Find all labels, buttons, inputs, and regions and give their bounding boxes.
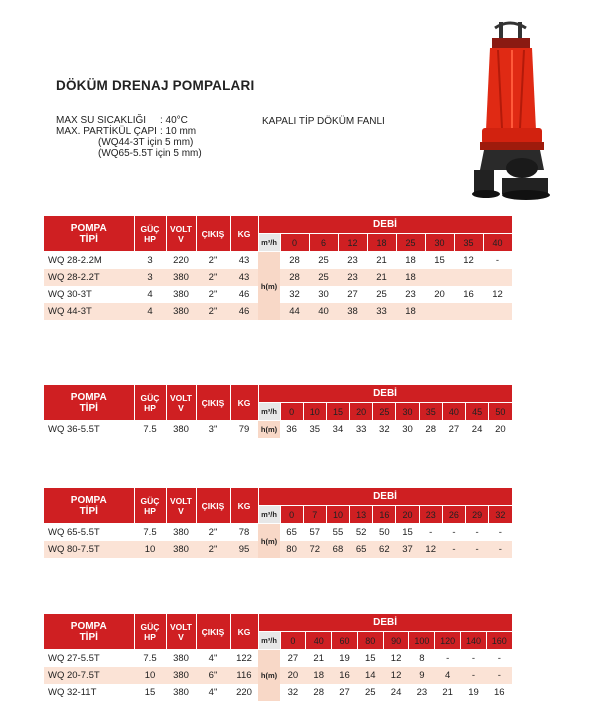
head-value — [483, 269, 512, 286]
head-value: 28 — [419, 421, 442, 439]
model-name: WQ 20-7.5T — [44, 667, 134, 684]
head-value: 23 — [338, 269, 367, 286]
particle-note-2: (WQ65-5.5T için 5 mm) — [98, 148, 202, 159]
pump-image — [462, 20, 562, 205]
volt-value: 380 — [166, 269, 196, 286]
header-guc — [134, 614, 166, 650]
model-name: WQ 28-2.2T — [44, 269, 134, 286]
head-value: 27 — [338, 286, 367, 303]
header-guc-label: GÜÇ — [140, 223, 160, 234]
head-value: 27 — [280, 650, 306, 668]
head-value: 55 — [326, 524, 349, 542]
header-tipi: TİPİ — [79, 233, 98, 245]
flow-value: 40 — [306, 632, 332, 650]
head-unit: h(m) — [258, 650, 280, 702]
head-value: 8 — [409, 650, 435, 668]
head-value: 15 — [357, 650, 383, 668]
hp-value: 4 — [134, 286, 166, 303]
flow-value: 120 — [435, 632, 461, 650]
flow-value: 12 — [338, 234, 367, 252]
max-temp-label: MAX SU SICAKLIĞI — [56, 115, 147, 126]
hp-value: 7.5 — [134, 650, 166, 668]
head-value: 65 — [350, 541, 373, 558]
flow-value: 18 — [367, 234, 396, 252]
head-value: 16 — [454, 286, 483, 303]
header-debi: DEBİ — [258, 488, 512, 506]
header-debi: DEBİ — [258, 216, 512, 234]
header-kg: KG — [230, 614, 258, 650]
kg-value: 79 — [230, 421, 258, 439]
header-guc — [134, 385, 166, 421]
header-volt — [166, 216, 196, 252]
table-row — [44, 650, 512, 668]
flow-unit: m³/h — [258, 506, 280, 524]
header-volt-label: VOLT — [169, 621, 193, 632]
head-value: 37 — [396, 541, 419, 558]
model-name: WQ 27-5.5T — [44, 650, 134, 668]
header-pompa-tipi — [44, 216, 134, 252]
head-value: 27 — [442, 421, 465, 439]
header-volt-label: VOLT — [169, 495, 193, 506]
head-value: 33 — [367, 303, 396, 320]
flow-value: 0 — [280, 403, 303, 421]
header-pompa: POMPA — [70, 494, 107, 506]
head-value: 27 — [332, 684, 358, 701]
flow-value: 90 — [383, 632, 409, 650]
head-value: 20 — [425, 286, 454, 303]
head-value — [454, 269, 483, 286]
head-value: 34 — [326, 421, 349, 439]
header-pompa: POMPA — [70, 391, 107, 403]
kg-value: 116 — [230, 667, 258, 684]
head-value: 28 — [306, 684, 332, 701]
head-value: 12 — [383, 667, 409, 684]
page-title: DÖKÜM DRENAJ POMPALARI — [56, 78, 255, 93]
header-debi: DEBİ — [258, 614, 512, 632]
kg-value: 43 — [230, 252, 258, 270]
outlet-value: 4" — [196, 650, 230, 668]
head-value: - — [461, 667, 487, 684]
header-pompa: POMPA — [70, 620, 107, 632]
head-value: 44 — [280, 303, 309, 320]
flow-value: 40 — [442, 403, 465, 421]
head-value — [483, 303, 512, 320]
header-v-label: V — [178, 631, 184, 642]
flow-value: 50 — [489, 403, 512, 421]
flow-value: 30 — [396, 403, 419, 421]
header-v-label: V — [178, 505, 184, 516]
volt-value: 380 — [166, 421, 196, 439]
kg-value: 43 — [230, 269, 258, 286]
head-value: 25 — [309, 269, 338, 286]
head-value: 18 — [396, 252, 425, 270]
header-volt — [166, 385, 196, 421]
header-tipi: TİPİ — [79, 631, 98, 643]
kg-value: 220 — [230, 684, 258, 701]
outlet-value: 2" — [196, 524, 230, 542]
max-particle-value: : 10 mm — [160, 126, 197, 137]
model-name: WQ 30-3T — [44, 286, 134, 303]
head-value: - — [486, 650, 512, 668]
head-value: 20 — [489, 421, 512, 439]
header-volt-label: VOLT — [169, 392, 193, 403]
head-value: - — [466, 541, 489, 558]
header-cikis: ÇIKIŞ — [196, 488, 230, 524]
head-value — [454, 303, 483, 320]
flow-value: 32 — [489, 506, 512, 524]
header-pompa: POMPA — [70, 222, 107, 234]
model-name: WQ 36-5.5T — [44, 421, 134, 439]
header-cikis: ÇIKIŞ — [196, 385, 230, 421]
head-value: - — [461, 650, 487, 668]
header-hp-label: HP — [144, 505, 156, 516]
hp-value: 3 — [134, 269, 166, 286]
head-value: 68 — [326, 541, 349, 558]
head-value: 20 — [280, 667, 306, 684]
hp-value: 4 — [134, 303, 166, 320]
header-guc-label: GÜÇ — [140, 392, 160, 403]
table-row — [44, 524, 512, 542]
max-temp-value: : 40°C — [160, 115, 188, 126]
head-value: 50 — [373, 524, 396, 542]
flow-value: 10 — [303, 403, 326, 421]
flow-value: 0 — [280, 632, 306, 650]
particle-note-1: (WQ44-3T için 5 mm) — [98, 137, 194, 148]
head-value: 28 — [280, 252, 309, 270]
flow-value: 15 — [326, 403, 349, 421]
table-row — [44, 252, 512, 270]
hp-value: 10 — [134, 667, 166, 684]
flow-value: 45 — [466, 403, 489, 421]
head-unit: h(m) — [258, 252, 280, 321]
head-value: 25 — [309, 252, 338, 270]
head-value: 32 — [280, 286, 309, 303]
head-value: 21 — [367, 269, 396, 286]
head-value: 38 — [338, 303, 367, 320]
volt-value: 380 — [166, 684, 196, 701]
outlet-value: 2" — [196, 252, 230, 270]
flow-value: 23 — [419, 506, 442, 524]
header-guc-label: GÜÇ — [140, 621, 160, 632]
head-value: - — [483, 252, 512, 270]
header-kg: KG — [230, 385, 258, 421]
head-value: 25 — [367, 286, 396, 303]
max-particle-label: MAX. PARTİKÜL ÇAPI — [56, 126, 157, 137]
head-value: 24 — [383, 684, 409, 701]
head-value: 23 — [409, 684, 435, 701]
header-tipi: TİPİ — [79, 402, 98, 414]
head-value: 16 — [486, 684, 512, 701]
head-value: - — [489, 524, 512, 542]
header-volt — [166, 614, 196, 650]
head-value: 21 — [435, 684, 461, 701]
header-cikis: ÇIKIŞ — [196, 216, 230, 252]
header-kg: KG — [230, 488, 258, 524]
flow-value: 140 — [461, 632, 487, 650]
head-value: - — [442, 541, 465, 558]
pump-table-1 — [44, 216, 513, 320]
head-value: 32 — [373, 421, 396, 439]
pump-table-2 — [44, 385, 513, 438]
header-hp-label: HP — [144, 402, 156, 413]
flow-value: 6 — [309, 234, 338, 252]
flow-value: 13 — [350, 506, 373, 524]
head-value: 35 — [303, 421, 326, 439]
hp-value: 7.5 — [134, 421, 166, 439]
head-value: 72 — [303, 541, 326, 558]
head-value: 4 — [435, 667, 461, 684]
head-value: 30 — [309, 286, 338, 303]
kg-value: 122 — [230, 650, 258, 668]
flow-value: 80 — [357, 632, 383, 650]
model-name: WQ 44-3T — [44, 303, 134, 320]
head-value: 21 — [367, 252, 396, 270]
flow-value: 25 — [373, 403, 396, 421]
pump-table-3 — [44, 488, 513, 558]
head-value: 18 — [306, 667, 332, 684]
header-guc — [134, 216, 166, 252]
head-value: - — [435, 650, 461, 668]
flow-value: 40 — [483, 234, 512, 252]
kg-value: 78 — [230, 524, 258, 542]
flow-value: 16 — [373, 506, 396, 524]
head-value — [425, 269, 454, 286]
head-value: - — [419, 524, 442, 542]
volt-value: 380 — [166, 541, 196, 558]
head-value: 12 — [383, 650, 409, 668]
head-value: 21 — [306, 650, 332, 668]
outlet-value: 4" — [196, 684, 230, 701]
flow-value: 26 — [442, 506, 465, 524]
header-pompa-tipi — [44, 385, 134, 421]
header-guc — [134, 488, 166, 524]
outlet-value: 2" — [196, 303, 230, 320]
flow-value: 20 — [350, 403, 373, 421]
head-value: 12 — [454, 252, 483, 270]
header-pompa-tipi — [44, 488, 134, 524]
header-pompa-tipi — [44, 614, 134, 650]
head-value: 19 — [461, 684, 487, 701]
flow-value: 10 — [326, 506, 349, 524]
flow-value: 160 — [486, 632, 512, 650]
header-cikis: ÇIKIŞ — [196, 614, 230, 650]
head-value: 15 — [396, 524, 419, 542]
kg-value: 46 — [230, 286, 258, 303]
head-value: - — [442, 524, 465, 542]
header-v-label: V — [178, 233, 184, 244]
volt-value: 380 — [166, 286, 196, 303]
header-volt — [166, 488, 196, 524]
volt-value: 380 — [166, 524, 196, 542]
model-name: WQ 80-7.5T — [44, 541, 134, 558]
hp-value: 7.5 — [134, 524, 166, 542]
specifications — [56, 115, 202, 159]
head-value: 33 — [350, 421, 373, 439]
head-unit: h(m) — [258, 524, 280, 559]
head-value: 36 — [280, 421, 303, 439]
head-value: 16 — [332, 667, 358, 684]
volt-value: 380 — [166, 650, 196, 668]
flow-value: 100 — [409, 632, 435, 650]
volt-value: 220 — [166, 252, 196, 270]
hp-value: 15 — [134, 684, 166, 701]
header-kg: KG — [230, 216, 258, 252]
head-value: 23 — [396, 286, 425, 303]
head-value: 25 — [357, 684, 383, 701]
head-value: - — [489, 541, 512, 558]
head-value: 57 — [303, 524, 326, 542]
head-value: 65 — [280, 524, 303, 542]
model-name: WQ 65-5.5T — [44, 524, 134, 542]
hp-value: 10 — [134, 541, 166, 558]
flow-unit: m³/h — [258, 234, 280, 252]
model-name: WQ 28-2.2M — [44, 252, 134, 270]
flow-value: 30 — [425, 234, 454, 252]
hp-value: 3 — [134, 252, 166, 270]
header-hp-label: HP — [144, 233, 156, 244]
flow-value: 20 — [396, 506, 419, 524]
head-value: 12 — [419, 541, 442, 558]
flow-unit: m³/h — [258, 403, 280, 421]
outlet-value: 2" — [196, 286, 230, 303]
head-value: - — [466, 524, 489, 542]
table-row — [44, 421, 512, 439]
flow-value: 29 — [466, 506, 489, 524]
kg-value: 95 — [230, 541, 258, 558]
head-value: 80 — [280, 541, 303, 558]
volt-value: 380 — [166, 303, 196, 320]
volt-value: 380 — [166, 667, 196, 684]
outlet-value: 2" — [196, 269, 230, 286]
header-guc-label: GÜÇ — [140, 495, 160, 506]
head-value: 24 — [466, 421, 489, 439]
head-value: 15 — [425, 252, 454, 270]
flow-value: 35 — [454, 234, 483, 252]
head-value: 62 — [373, 541, 396, 558]
flow-value: 25 — [396, 234, 425, 252]
header-hp-label: HP — [144, 631, 156, 642]
head-value: 23 — [338, 252, 367, 270]
flow-value: 0 — [280, 506, 303, 524]
head-value: 18 — [396, 269, 425, 286]
kg-value: 46 — [230, 303, 258, 320]
model-name: WQ 32-11T — [44, 684, 134, 701]
outlet-value: 2" — [196, 541, 230, 558]
head-unit: h(m) — [258, 421, 280, 439]
head-value — [425, 303, 454, 320]
outlet-value: 6" — [196, 667, 230, 684]
pump-table-4 — [44, 614, 513, 701]
header-v-label: V — [178, 402, 184, 413]
head-value: 19 — [332, 650, 358, 668]
head-value: 18 — [396, 303, 425, 320]
head-value: 14 — [357, 667, 383, 684]
header-tipi: TİPİ — [79, 505, 98, 517]
head-value: 9 — [409, 667, 435, 684]
head-value: 28 — [280, 269, 309, 286]
flow-unit: m³/h — [258, 632, 280, 650]
head-value: 32 — [280, 684, 306, 701]
flow-value: 7 — [303, 506, 326, 524]
flow-value: 35 — [419, 403, 442, 421]
head-value: 40 — [309, 303, 338, 320]
header-volt-label: VOLT — [169, 223, 193, 234]
head-value: 12 — [483, 286, 512, 303]
flow-value: 60 — [332, 632, 358, 650]
header-debi: DEBİ — [258, 385, 512, 403]
head-value: 52 — [350, 524, 373, 542]
outlet-value: 3" — [196, 421, 230, 439]
head-value: - — [486, 667, 512, 684]
product-subtitle: KAPALI TİP DÖKÜM FANLI — [262, 116, 385, 127]
head-value: 30 — [396, 421, 419, 439]
flow-value: 0 — [280, 234, 309, 252]
